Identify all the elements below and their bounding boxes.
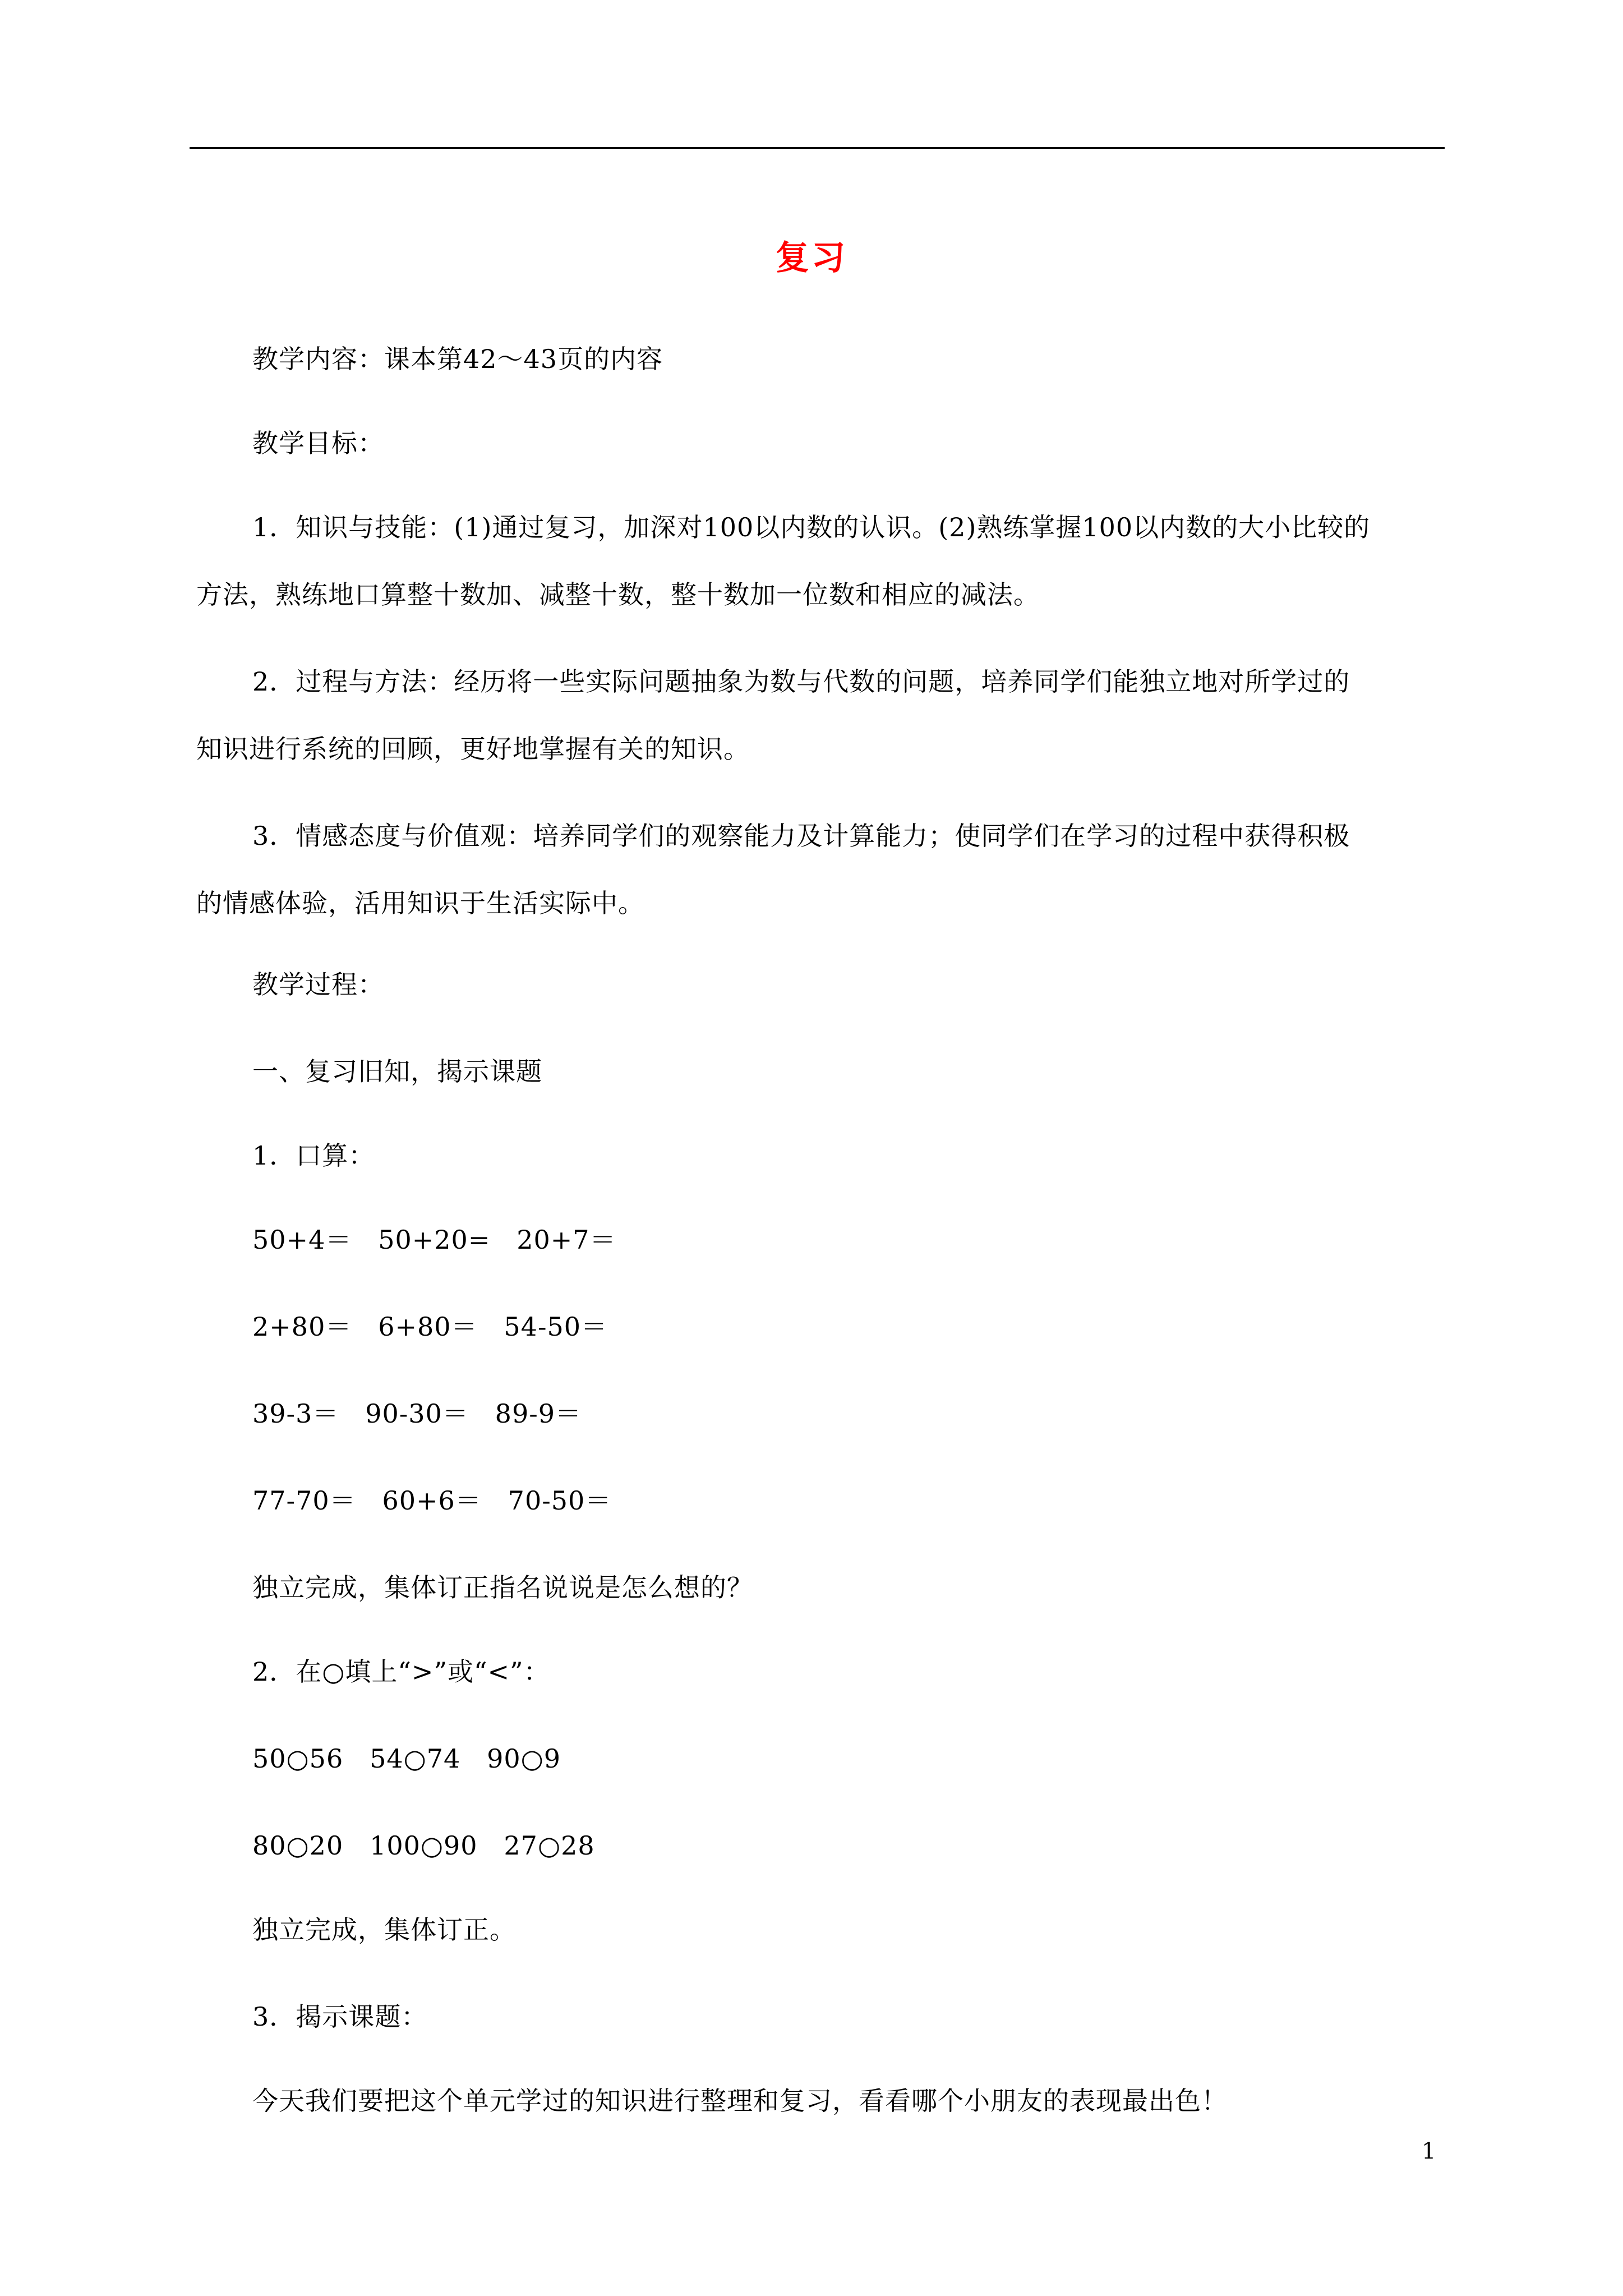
page-number: 1 <box>1422 2138 1436 2164</box>
calc-row-3: 39-3＝ 90-30＝ 89-9＝ <box>252 1398 582 1429</box>
calc-row-2: 2+80＝ 6+80＝ 54-50＝ <box>252 1312 608 1342</box>
calc-row-1: 50+4＝ 50+20= 20+7＝ <box>252 1225 616 1255</box>
goal-2-line-2: 知识进行系统的回顾，更好地掌握有关的知识。 <box>196 734 750 764</box>
goal-3-line-1: 3．情感态度与价值观：培养同学们的观察能力及计算能力；使同学们在学习的过程中获得积极 <box>252 821 1350 851</box>
process-heading: 教学过程： <box>252 969 384 1000</box>
closing-sentence: 今天我们要把这个单元学过的知识进行整理和复习，看看哪个小朋友的表现最出色！ <box>252 2086 1228 2116</box>
page-title: 复习 <box>776 238 847 278</box>
teaching-goals-heading: 教学目标： <box>252 428 384 458</box>
goal-1-line-2: 方法，熟练地口算整十数加、减整十数，整十数加一位数和相应的减法。 <box>196 579 1040 610</box>
section-1-heading: 一、复习旧知，揭示课题 <box>252 1056 542 1087</box>
item-1-heading: 1．口算： <box>252 1140 375 1171</box>
compare-row-1: 50○56 54○74 90○9 <box>252 1743 561 1774</box>
calc-row-4: 77-70＝ 60+6＝ 70-50＝ <box>252 1485 612 1516</box>
compare-instruction: 独立完成，集体订正。 <box>252 1915 516 1945</box>
item-2-heading: 2．在○填上“>”或“<”： <box>252 1657 550 1687</box>
compare-row-2: 80○20 100○90 27○28 <box>252 1830 595 1861</box>
header-rule <box>190 147 1445 149</box>
calc-instruction: 独立完成，集体订正指名说说是怎么想的？ <box>252 1572 753 1603</box>
item-3-heading: 3．揭示课题： <box>252 2001 428 2032</box>
teaching-content-line: 教学内容：课本第42～43页的内容 <box>252 344 663 374</box>
goal-1-line-1: 1．知识与技能：(1)通过复习，加深对100以内数的认识。(2)熟练掌握100以内数的大小比较的 <box>252 512 1371 542</box>
goal-2-line-1: 2．过程与方法：经历将一些实际问题抽象为数与代数的问题，培养同学们能独立地对所学过的 <box>252 666 1350 697</box>
goal-3-line-2: 的情感体验，活用知识于生活实际中。 <box>196 888 644 918</box>
